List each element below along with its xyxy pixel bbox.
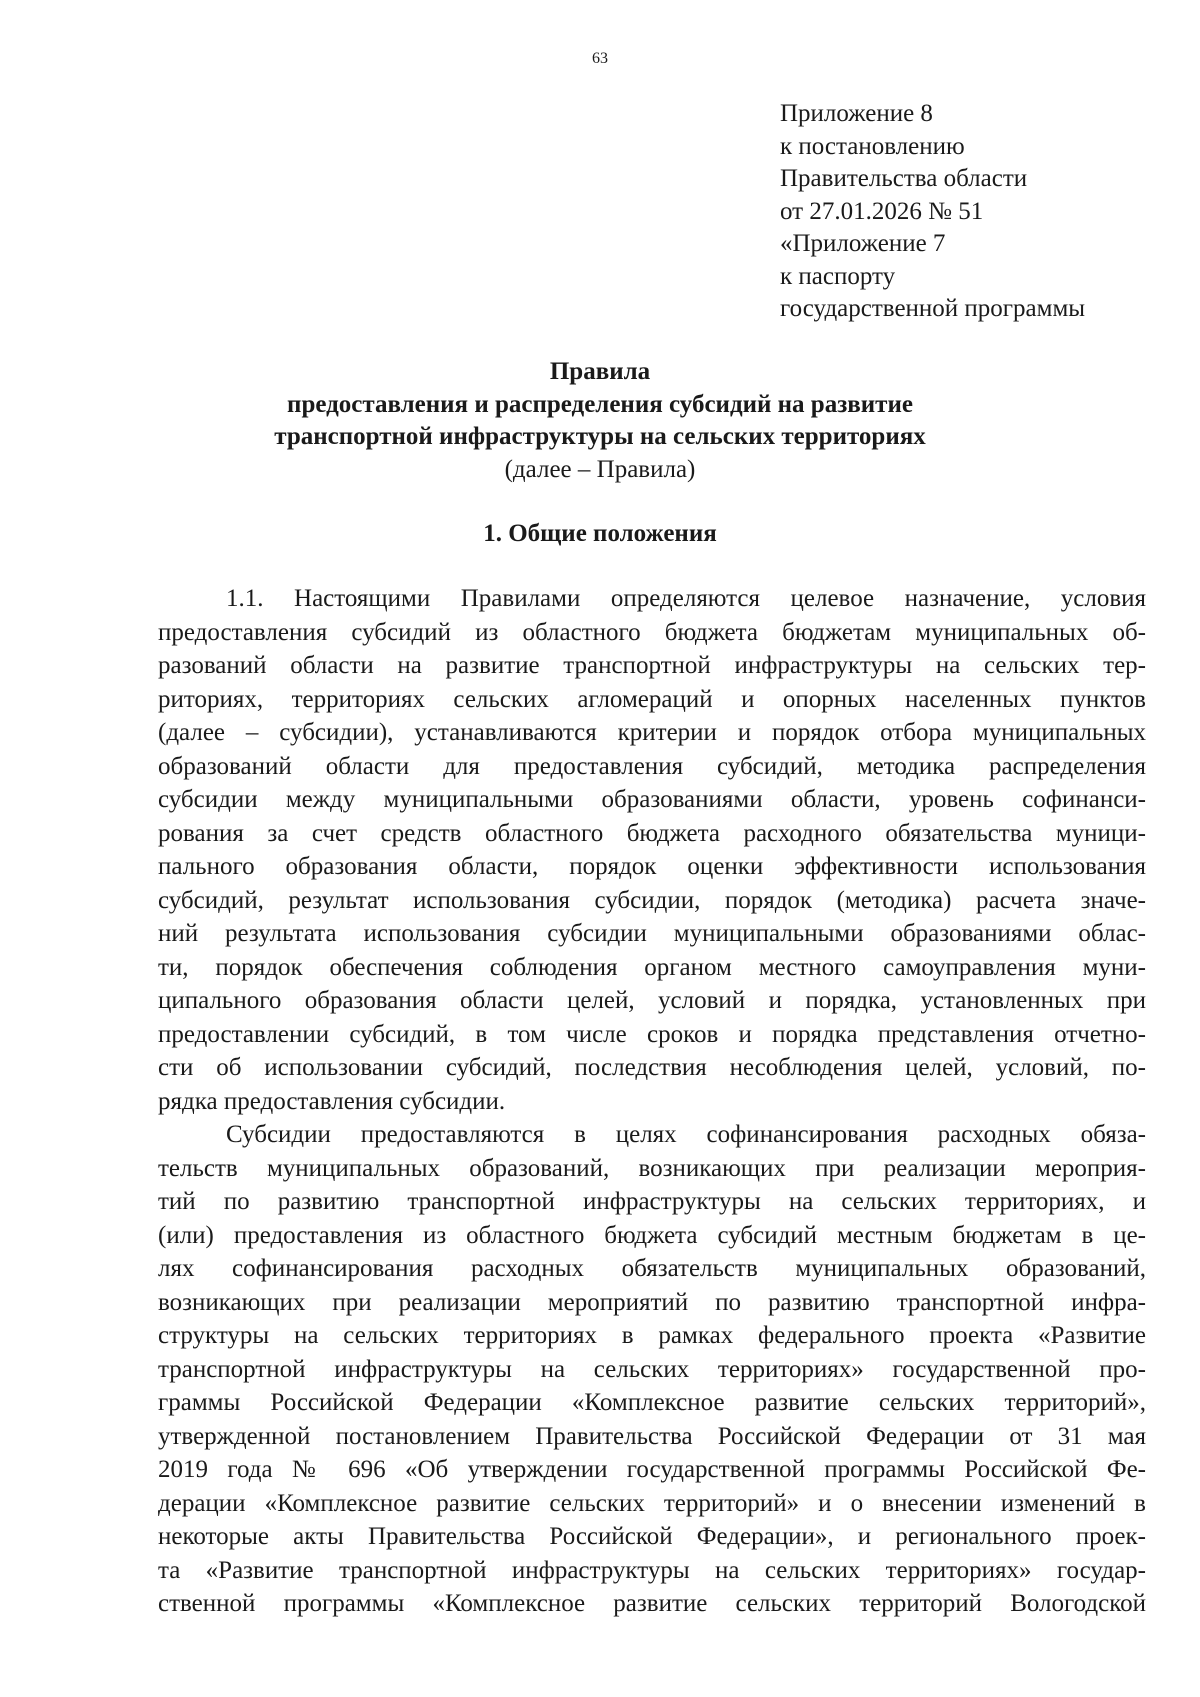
text-line: рядка предоставления субсидии. bbox=[158, 1087, 506, 1115]
text-line: утвержденной постановлением Правительства Российской Федерации от 31 мая bbox=[158, 1422, 1146, 1450]
appendix-line: Правительства области bbox=[780, 165, 1028, 192]
text-line: пального образования области, порядок оценки эффективности использования bbox=[158, 853, 1146, 880]
appendix-line: «Приложение 7 bbox=[780, 230, 946, 257]
title-line: транспортной инфраструктуры на сельских территориях bbox=[274, 423, 926, 450]
text-line: ти, порядок обеспечения соблюдения органом местного самоуправления муни- bbox=[158, 953, 1146, 981]
text-line: та «Развитие транспортной инфраструктуры на сельских территориях» государ- bbox=[158, 1556, 1146, 1584]
text-line: риториях, территориях сельских агломераций и опорных населенных пунктов bbox=[158, 685, 1146, 713]
text-line: некоторые акты Правительства Российской Федерации», и регионального проек- bbox=[158, 1523, 1146, 1550]
text-line: разований области на развитие транспортной инфраструктуры на сельских тер- bbox=[158, 652, 1146, 679]
text-line: сти об использовании субсидий, последствия несоблюдения целей, условий, по- bbox=[158, 1054, 1146, 1081]
title-line: предоставления и распределения субсидий на развитие bbox=[287, 390, 913, 418]
appendix-line: к постановлению bbox=[780, 132, 965, 160]
text-line: ципального образования области целей, условий и порядка, установленных при bbox=[158, 987, 1146, 1014]
section-heading: 1. Общие положения bbox=[483, 520, 717, 547]
text-line: тельств муниципальных образований, возникающих при реализации мероприя- bbox=[158, 1154, 1146, 1182]
text-line: возникающих при реализации мероприятий по развитию транспортной инфра- bbox=[158, 1288, 1146, 1316]
appendix-block bbox=[780, 98, 1180, 326]
page-number: 63 bbox=[592, 50, 608, 67]
text-line: предоставлении субсидий, в том числе сроков и порядка представления отчетно- bbox=[158, 1020, 1146, 1048]
document-title bbox=[0, 356, 1200, 486]
title-line: Правила bbox=[549, 358, 651, 385]
text-line: рования за счет средств областного бюджета расходного обязательства муници- bbox=[158, 819, 1146, 847]
text-line: (или) предоставления из областного бюджета субсидий местным бюджетам в це- bbox=[158, 1221, 1146, 1249]
text-line: 2019 года № 696 «Об утверждении государственной программы Российской Фе- bbox=[158, 1456, 1146, 1483]
text-line: 1.1. Настоящими Правилами определяются целевое назначение, условия bbox=[226, 585, 1146, 612]
text-line: (далее – субсидии), устанавливаются критерии и порядок отбора муниципальных bbox=[158, 719, 1146, 746]
text-line: субсидий, результат использования субсидии, порядок (методика) расчета значе- bbox=[158, 886, 1146, 914]
text-line: дерации «Комплексное развитие сельских территорий» и о внесении изменений в bbox=[158, 1489, 1146, 1517]
text-line: тий по развитию транспортной инфраструктуры на сельских территориях, и bbox=[158, 1188, 1146, 1215]
title-subline: (далее – Правила) bbox=[504, 455, 696, 483]
appendix-line: государственной программы bbox=[780, 295, 1086, 322]
text-line: Субсидии предоставляются в целях софинансирования расходных обяза- bbox=[226, 1121, 1146, 1148]
paragraph-2 bbox=[158, 1118, 1146, 1621]
appendix-line: от 27.01.2026 № 51 bbox=[780, 197, 984, 225]
text-line: структуры на сельских территориях в рамках федерального проекта «Развитие bbox=[158, 1322, 1146, 1349]
text-line: граммы Российской Федерации «Комплексное развитие сельских территорий», bbox=[158, 1389, 1146, 1416]
text-line: транспортной инфраструктуры на сельских территориях» государственной про- bbox=[158, 1355, 1146, 1383]
appendix-line: к паспорту bbox=[780, 262, 896, 290]
text-line: субсидии между муниципальными образованиями области, уровень софинанси- bbox=[158, 786, 1146, 813]
text-line: предоставления субсидий из областного бюджета бюджетам муниципальных об- bbox=[158, 618, 1146, 646]
text-line: образований области для предоставления субсидий, методика распределения bbox=[158, 752, 1146, 780]
document-body bbox=[158, 582, 1146, 1621]
text-line: ний результата использования субсидии муниципальными образованиями облас- bbox=[158, 920, 1146, 947]
paragraph-1 bbox=[158, 582, 1146, 1118]
text-line: ственной программы «Комплексное развитие сельских территорий Вологодской bbox=[158, 1590, 1146, 1617]
text-line: лях софинансирования расходных обязательств муниципальных образований, bbox=[158, 1255, 1146, 1282]
appendix-line: Приложение 8 bbox=[780, 100, 933, 127]
